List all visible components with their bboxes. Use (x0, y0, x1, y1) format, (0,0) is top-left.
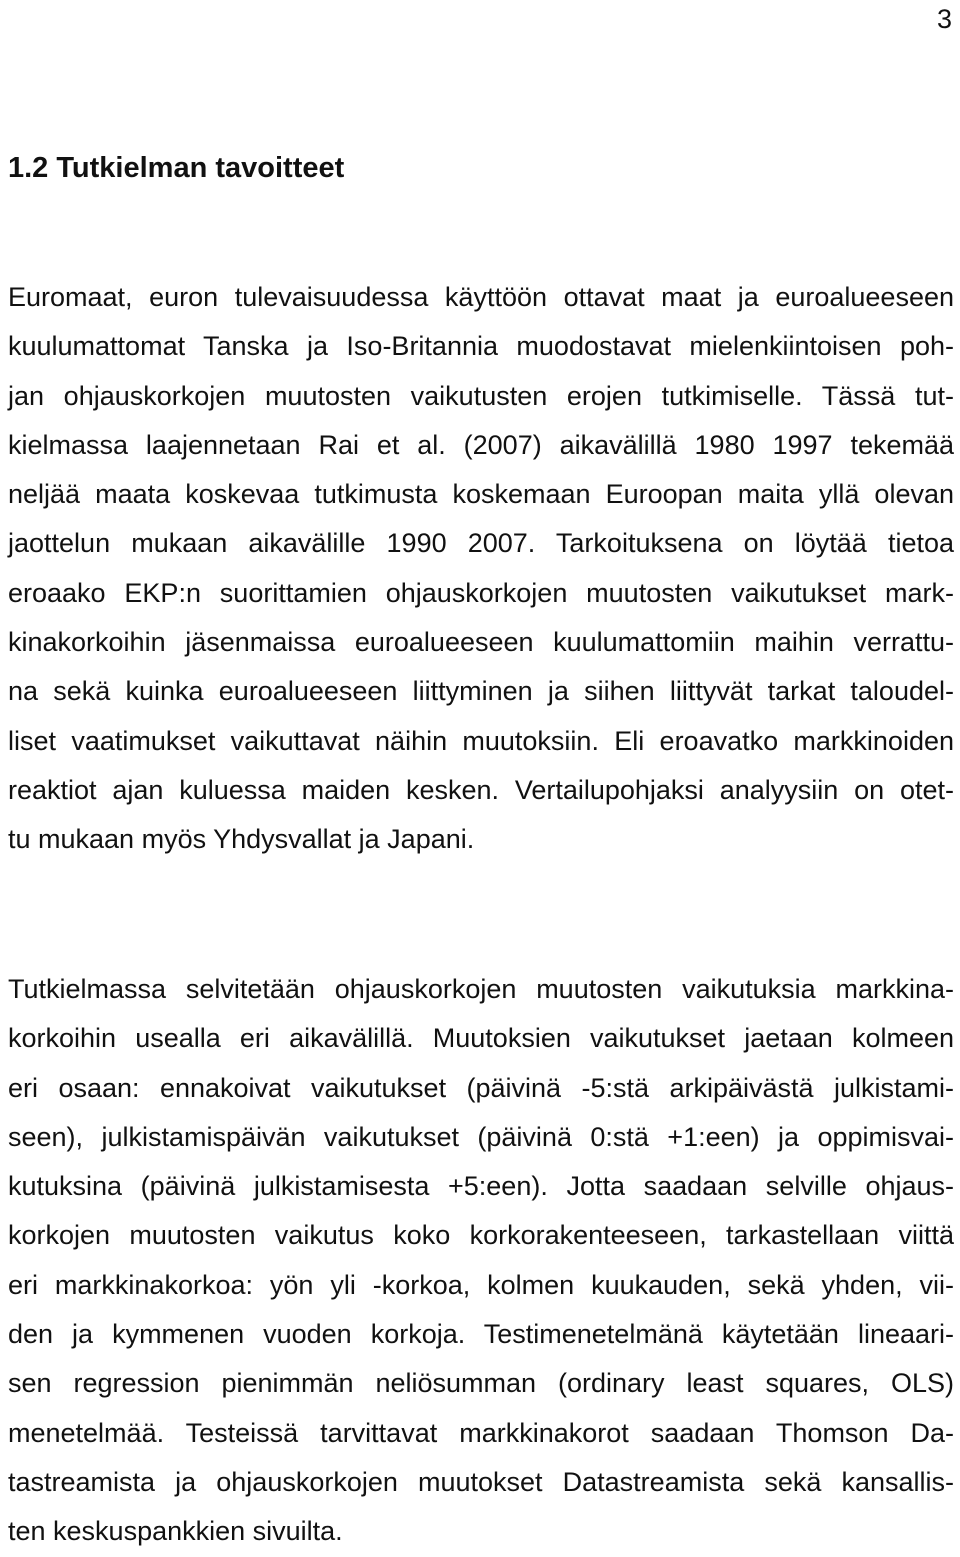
paragraph-line: kielmassa laajennetaan Rai et al. (2007) aikavälillä 1980 1997 tekemää (8, 429, 954, 460)
paragraph-line: korkojen muutosten vaikutus koko korkorakenteeseen, tarkastellaan viittä (8, 1220, 954, 1251)
paragraph-line: jaottelun mukaan aikavälille 1990 2007. Tarkoituksena on löytää tietoa (8, 528, 954, 559)
paragraph-line: tastreamista ja ohjauskorkojen muutokset Datastreamista sekä kansallis- (8, 1466, 954, 1497)
paragraph-line: seen), julkistamispäivän vaikutukset (päivinä 0:stä +1:een) ja oppimisvai- (8, 1121, 954, 1152)
paragraph-line: neljää maata koskevaa tutkimusta koskemaan Euroopan maita yllä olevan (8, 479, 954, 510)
paragraph-line: kuulumattomat Tanska ja Iso-Britannia muodostavat mielenkiintoisen poh- (8, 331, 954, 362)
paragraph-line: Tutkielmassa selvitetään ohjauskorkojen muutosten vaikutuksia markkina- (8, 974, 954, 1004)
paragraph-line: den ja kymmenen vuoden korkoja. Testimenetelmänä käytetään lineaari- (8, 1319, 954, 1350)
paragraph-line: tu mukaan myös Yhdysvallat ja Japani. (8, 824, 475, 855)
body-paragraph-1 (8, 273, 954, 865)
paragraph-line: menetelmää. Testeissä tarvittavat markkinakorot saadaan Thomson Da- (8, 1417, 954, 1448)
paragraph-line: na sekä kuinka euroalueeseen liittyminen ja siihen liittyvät tarkat taloudel- (8, 676, 954, 707)
paragraph-line: kutuksina (päivinä julkistamisesta +5:een). Jotta saadaan selville ohjaus- (8, 1171, 954, 1202)
section-heading: 1.2 Tutkielman tavoitteet (8, 152, 345, 184)
page-number: 3 (936, 4, 952, 34)
paragraph-line: Euromaat, euron tulevaisuudessa käyttöön ottavat maat ja euroalueeseen (8, 282, 954, 312)
paragraph-line: kinakorkoihin jäsenmaissa euroalueeseen kuulumattomiin maihin verrattu- (8, 627, 954, 658)
paragraph-line: liset vaatimukset vaikuttavat näihin muutoksiin. Eli eroavatko markkinoiden (8, 725, 954, 756)
paragraph-line: sen regression pienimmän neliösumman (ordinary least squares, OLS) (8, 1368, 954, 1399)
paragraph-line: ten keskuspankkien sivuilta. (8, 1516, 343, 1547)
paragraph-line: korkoihin usealla eri aikavälillä. Muutoksien vaikutukset jaetaan kolmeen (8, 1023, 954, 1054)
paragraph-line: jan ohjauskorkojen muutosten vaikutusten erojen tutkimiselle. Tässä tut- (8, 380, 954, 411)
paragraph-line: eri osaan: ennakoivat vaikutukset (päivinä -5:stä arkipäivästä julkistami- (8, 1072, 954, 1103)
paragraph-line: reaktiot ajan kuluessa maiden kesken. Vertailupohjaksi analyysiin on otet- (8, 774, 954, 805)
body-paragraph-2 (8, 965, 954, 1557)
paragraph-line: eri markkinakorkoa: yön yli -korkoa, kolmen kuukauden, sekä yhden, vii- (8, 1269, 954, 1300)
paragraph-line: eroaako EKP:n suorittamien ohjauskorkojen muutosten vaikutukset mark- (8, 577, 954, 608)
